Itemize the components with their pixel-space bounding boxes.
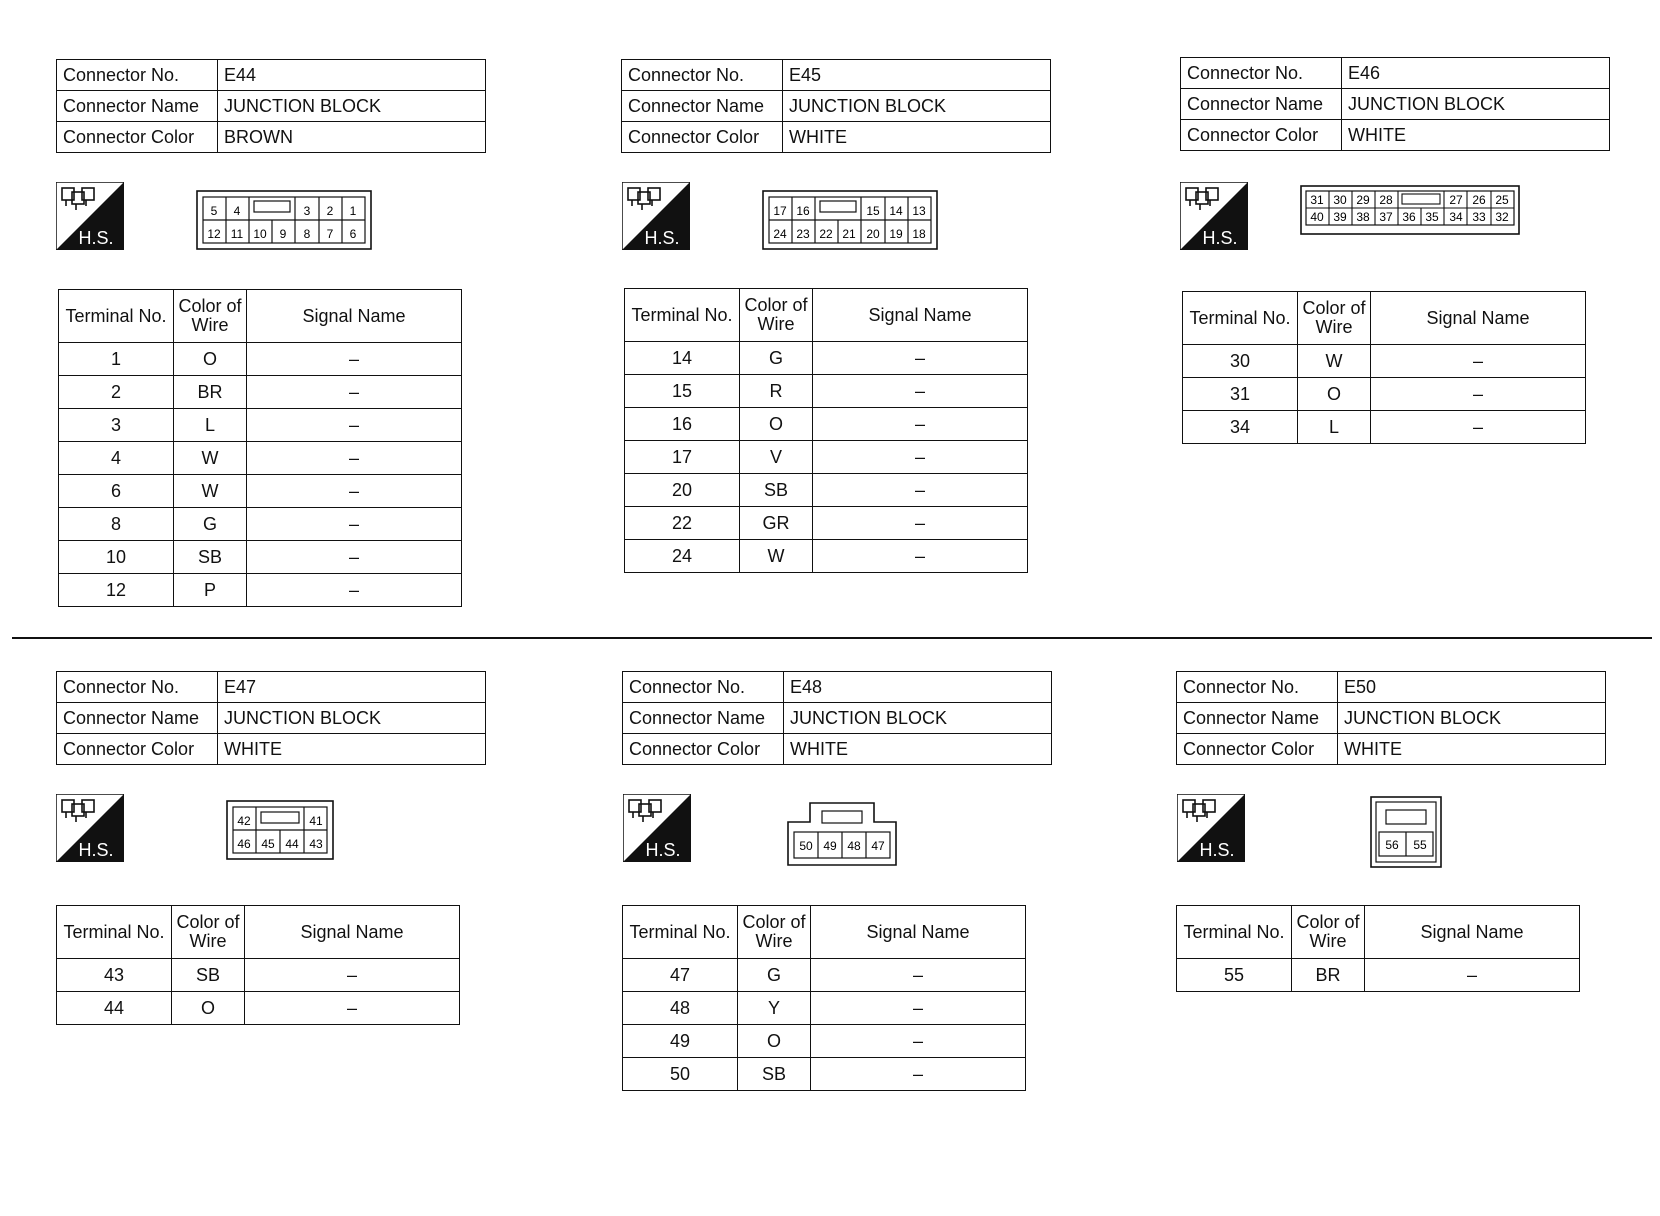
table-row: 2 BR – <box>59 376 462 409</box>
connector-color-value: WHITE <box>218 734 486 765</box>
terminal-table-e44 <box>58 289 462 607</box>
table-row: 43 SB – <box>57 959 460 992</box>
pin-label: 28 <box>1379 193 1393 207</box>
pin-label: 4 <box>233 204 241 218</box>
connector-color-value: WHITE <box>1338 734 1606 765</box>
pin-label: 14 <box>889 204 903 218</box>
terminal-no-header: Terminal No. <box>625 289 740 342</box>
connector-no-value: E48 <box>784 672 1052 703</box>
hs-label: H.S. <box>644 228 680 248</box>
pin-label: 29 <box>1356 193 1370 207</box>
connector-color-label: Connector Color <box>57 122 218 153</box>
connector-no-label: Connector No. <box>1181 58 1342 89</box>
pin-label: 25 <box>1495 193 1509 207</box>
terminal-no-header: Terminal No. <box>57 906 172 959</box>
pin-label: 44 <box>285 837 299 851</box>
color-of-wire-header: Color of Wire <box>738 906 811 959</box>
table-row: 48 Y – <box>623 992 1026 1025</box>
table-row: 3 L – <box>59 409 462 442</box>
connector-no-value: E46 <box>1342 58 1610 89</box>
terminal-table-e45 <box>624 288 1028 573</box>
connector-color-label: Connector Color <box>622 122 783 153</box>
pin-label: 56 <box>1385 838 1399 852</box>
pin-label: 26 <box>1472 193 1486 207</box>
pin-label: 36 <box>1402 210 1416 224</box>
connector-name-label: Connector Name <box>622 91 783 122</box>
connector-color-value: WHITE <box>784 734 1052 765</box>
pin-label: 32 <box>1495 210 1509 224</box>
table-row: 20 SB – <box>625 474 1028 507</box>
table-row: 31 O – <box>1183 378 1586 411</box>
section-divider <box>12 637 1652 639</box>
hs-label: H.S. <box>1202 228 1238 248</box>
color-of-wire-header: Color of Wire <box>174 290 247 343</box>
hs-icon <box>1180 182 1248 250</box>
pin-label: 33 <box>1472 210 1486 224</box>
pin-label: 24 <box>773 227 787 241</box>
pin-label: 13 <box>912 204 926 218</box>
connector-color-value: WHITE <box>1342 120 1610 151</box>
pin-label: 38 <box>1356 210 1370 224</box>
pin-label: 41 <box>309 814 323 828</box>
table-row: 4 W – <box>59 442 462 475</box>
pin-label: 15 <box>866 204 880 218</box>
connector-no-value: E50 <box>1338 672 1606 703</box>
connector-name-value: JUNCTION BLOCK <box>1342 89 1610 120</box>
pin-label: 55 <box>1413 838 1427 852</box>
connector-color-value: BROWN <box>218 122 486 153</box>
connector-color-label: Connector Color <box>1181 120 1342 151</box>
connector-e46-info <box>1180 57 1610 151</box>
pin-label: 17 <box>773 204 787 218</box>
connector-color-value: WHITE <box>783 122 1051 153</box>
connector-face-e46 <box>1300 185 1520 240</box>
pin-label: 50 <box>799 839 813 853</box>
connector-no-label: Connector No. <box>1177 672 1338 703</box>
connector-name-value: JUNCTION BLOCK <box>1338 703 1606 734</box>
pin-label: 47 <box>871 839 885 853</box>
signal-name-header: Signal Name <box>811 906 1026 959</box>
pin-label: 8 <box>303 227 311 241</box>
connector-no-value: E44 <box>218 60 486 91</box>
table-row: 49 O – <box>623 1025 1026 1058</box>
connector-no-label: Connector No. <box>623 672 784 703</box>
connector-no-label: Connector No. <box>57 60 218 91</box>
pin-label: 16 <box>796 204 810 218</box>
connector-face-e50 <box>1370 796 1442 873</box>
hs-icon <box>623 794 691 862</box>
pin-label: 12 <box>207 227 221 241</box>
pin-label: 43 <box>309 837 323 851</box>
terminal-table-e47 <box>56 905 460 1025</box>
connector-name-label: Connector Name <box>57 91 218 122</box>
pin-label: 22 <box>819 227 833 241</box>
terminal-no-header: Terminal No. <box>59 290 174 343</box>
pin-label: 11 <box>230 227 244 241</box>
connector-e50-info <box>1176 671 1606 765</box>
connector-e44-info <box>56 59 486 153</box>
connector-face-e44 <box>196 190 372 255</box>
connector-name-value: JUNCTION BLOCK <box>783 91 1051 122</box>
pin-label: 27 <box>1449 193 1463 207</box>
connector-name-label: Connector Name <box>1181 89 1342 120</box>
connector-face-e47 <box>226 800 334 865</box>
table-row: 55 BR – <box>1177 959 1580 992</box>
pin-label: 10 <box>253 227 267 241</box>
table-row: 47 G – <box>623 959 1026 992</box>
pin-label: 2 <box>326 204 334 218</box>
hs-label: H.S. <box>78 228 114 248</box>
pin-label: 34 <box>1449 210 1463 224</box>
signal-name-header: Signal Name <box>1371 292 1586 345</box>
table-row: 8 G – <box>59 508 462 541</box>
terminal-table-e46 <box>1182 291 1586 444</box>
connector-name-label: Connector Name <box>623 703 784 734</box>
table-row: 34 L – <box>1183 411 1586 444</box>
hs-icon <box>622 182 690 250</box>
connector-name-value: JUNCTION BLOCK <box>784 703 1052 734</box>
connector-no-value: E45 <box>783 60 1051 91</box>
signal-name-header: Signal Name <box>813 289 1028 342</box>
connector-no-label: Connector No. <box>622 60 783 91</box>
pin-label: 1 <box>349 204 357 218</box>
table-row: 1 O – <box>59 343 462 376</box>
connector-name-label: Connector Name <box>57 703 218 734</box>
hs-label: H.S. <box>1199 840 1235 860</box>
pin-label: 40 <box>1310 210 1324 224</box>
pin-label: 23 <box>796 227 810 241</box>
connector-name-value: JUNCTION BLOCK <box>218 703 486 734</box>
table-row: 44 O – <box>57 992 460 1025</box>
pin-label: 37 <box>1379 210 1393 224</box>
connector-face-e45 <box>762 190 938 255</box>
hs-icon <box>56 182 124 250</box>
color-of-wire-header: Color of Wire <box>1298 292 1371 345</box>
terminal-table-e48 <box>622 905 1026 1091</box>
pin-label: 30 <box>1333 193 1347 207</box>
pin-label: 45 <box>261 837 275 851</box>
pin-label: 42 <box>237 814 251 828</box>
hs-label: H.S. <box>645 840 681 860</box>
table-row: 22 GR – <box>625 507 1028 540</box>
pin-label: 7 <box>326 227 334 241</box>
table-row: 15 R – <box>625 375 1028 408</box>
connector-face-e48 <box>786 802 898 871</box>
terminal-table-e50 <box>1176 905 1580 992</box>
terminal-no-header: Terminal No. <box>1183 292 1298 345</box>
pin-label: 9 <box>279 227 287 241</box>
signal-name-header: Signal Name <box>247 290 462 343</box>
pin-label: 49 <box>823 839 837 853</box>
pin-label: 20 <box>866 227 880 241</box>
connector-e47-info <box>56 671 486 765</box>
connector-color-label: Connector Color <box>1177 734 1338 765</box>
pin-label: 19 <box>889 227 903 241</box>
connector-name-label: Connector Name <box>1177 703 1338 734</box>
connector-no-value: E47 <box>218 672 486 703</box>
pin-label: 35 <box>1425 210 1439 224</box>
connector-no-label: Connector No. <box>57 672 218 703</box>
hs-icon <box>1177 794 1245 862</box>
terminal-no-header: Terminal No. <box>623 906 738 959</box>
table-row: 24 W – <box>625 540 1028 573</box>
connector-e45-info <box>621 59 1051 153</box>
table-row: 17 V – <box>625 441 1028 474</box>
connector-e48-info <box>622 671 1052 765</box>
hs-icon <box>56 794 124 862</box>
table-row: 16 O – <box>625 408 1028 441</box>
pin-label: 6 <box>349 227 357 241</box>
pin-label: 39 <box>1333 210 1347 224</box>
connector-color-label: Connector Color <box>623 734 784 765</box>
color-of-wire-header: Color of Wire <box>172 906 245 959</box>
terminal-no-header: Terminal No. <box>1177 906 1292 959</box>
connector-name-value: JUNCTION BLOCK <box>218 91 486 122</box>
pin-label: 3 <box>303 204 311 218</box>
pin-label: 31 <box>1310 193 1324 207</box>
table-row: 10 SB – <box>59 541 462 574</box>
signal-name-header: Signal Name <box>245 906 460 959</box>
color-of-wire-header: Color of Wire <box>740 289 813 342</box>
table-row: 6 W – <box>59 475 462 508</box>
table-row: 30 W – <box>1183 345 1586 378</box>
pin-label: 18 <box>912 227 926 241</box>
table-row: 14 G – <box>625 342 1028 375</box>
table-row: 12 P – <box>59 574 462 607</box>
color-of-wire-header: Color of Wire <box>1292 906 1365 959</box>
pin-label: 5 <box>210 204 218 218</box>
hs-label: H.S. <box>78 840 114 860</box>
signal-name-header: Signal Name <box>1365 906 1580 959</box>
connector-color-label: Connector Color <box>57 734 218 765</box>
pin-label: 46 <box>237 837 251 851</box>
table-row: 50 SB – <box>623 1058 1026 1091</box>
pin-label: 48 <box>847 839 861 853</box>
pin-label: 21 <box>842 227 856 241</box>
